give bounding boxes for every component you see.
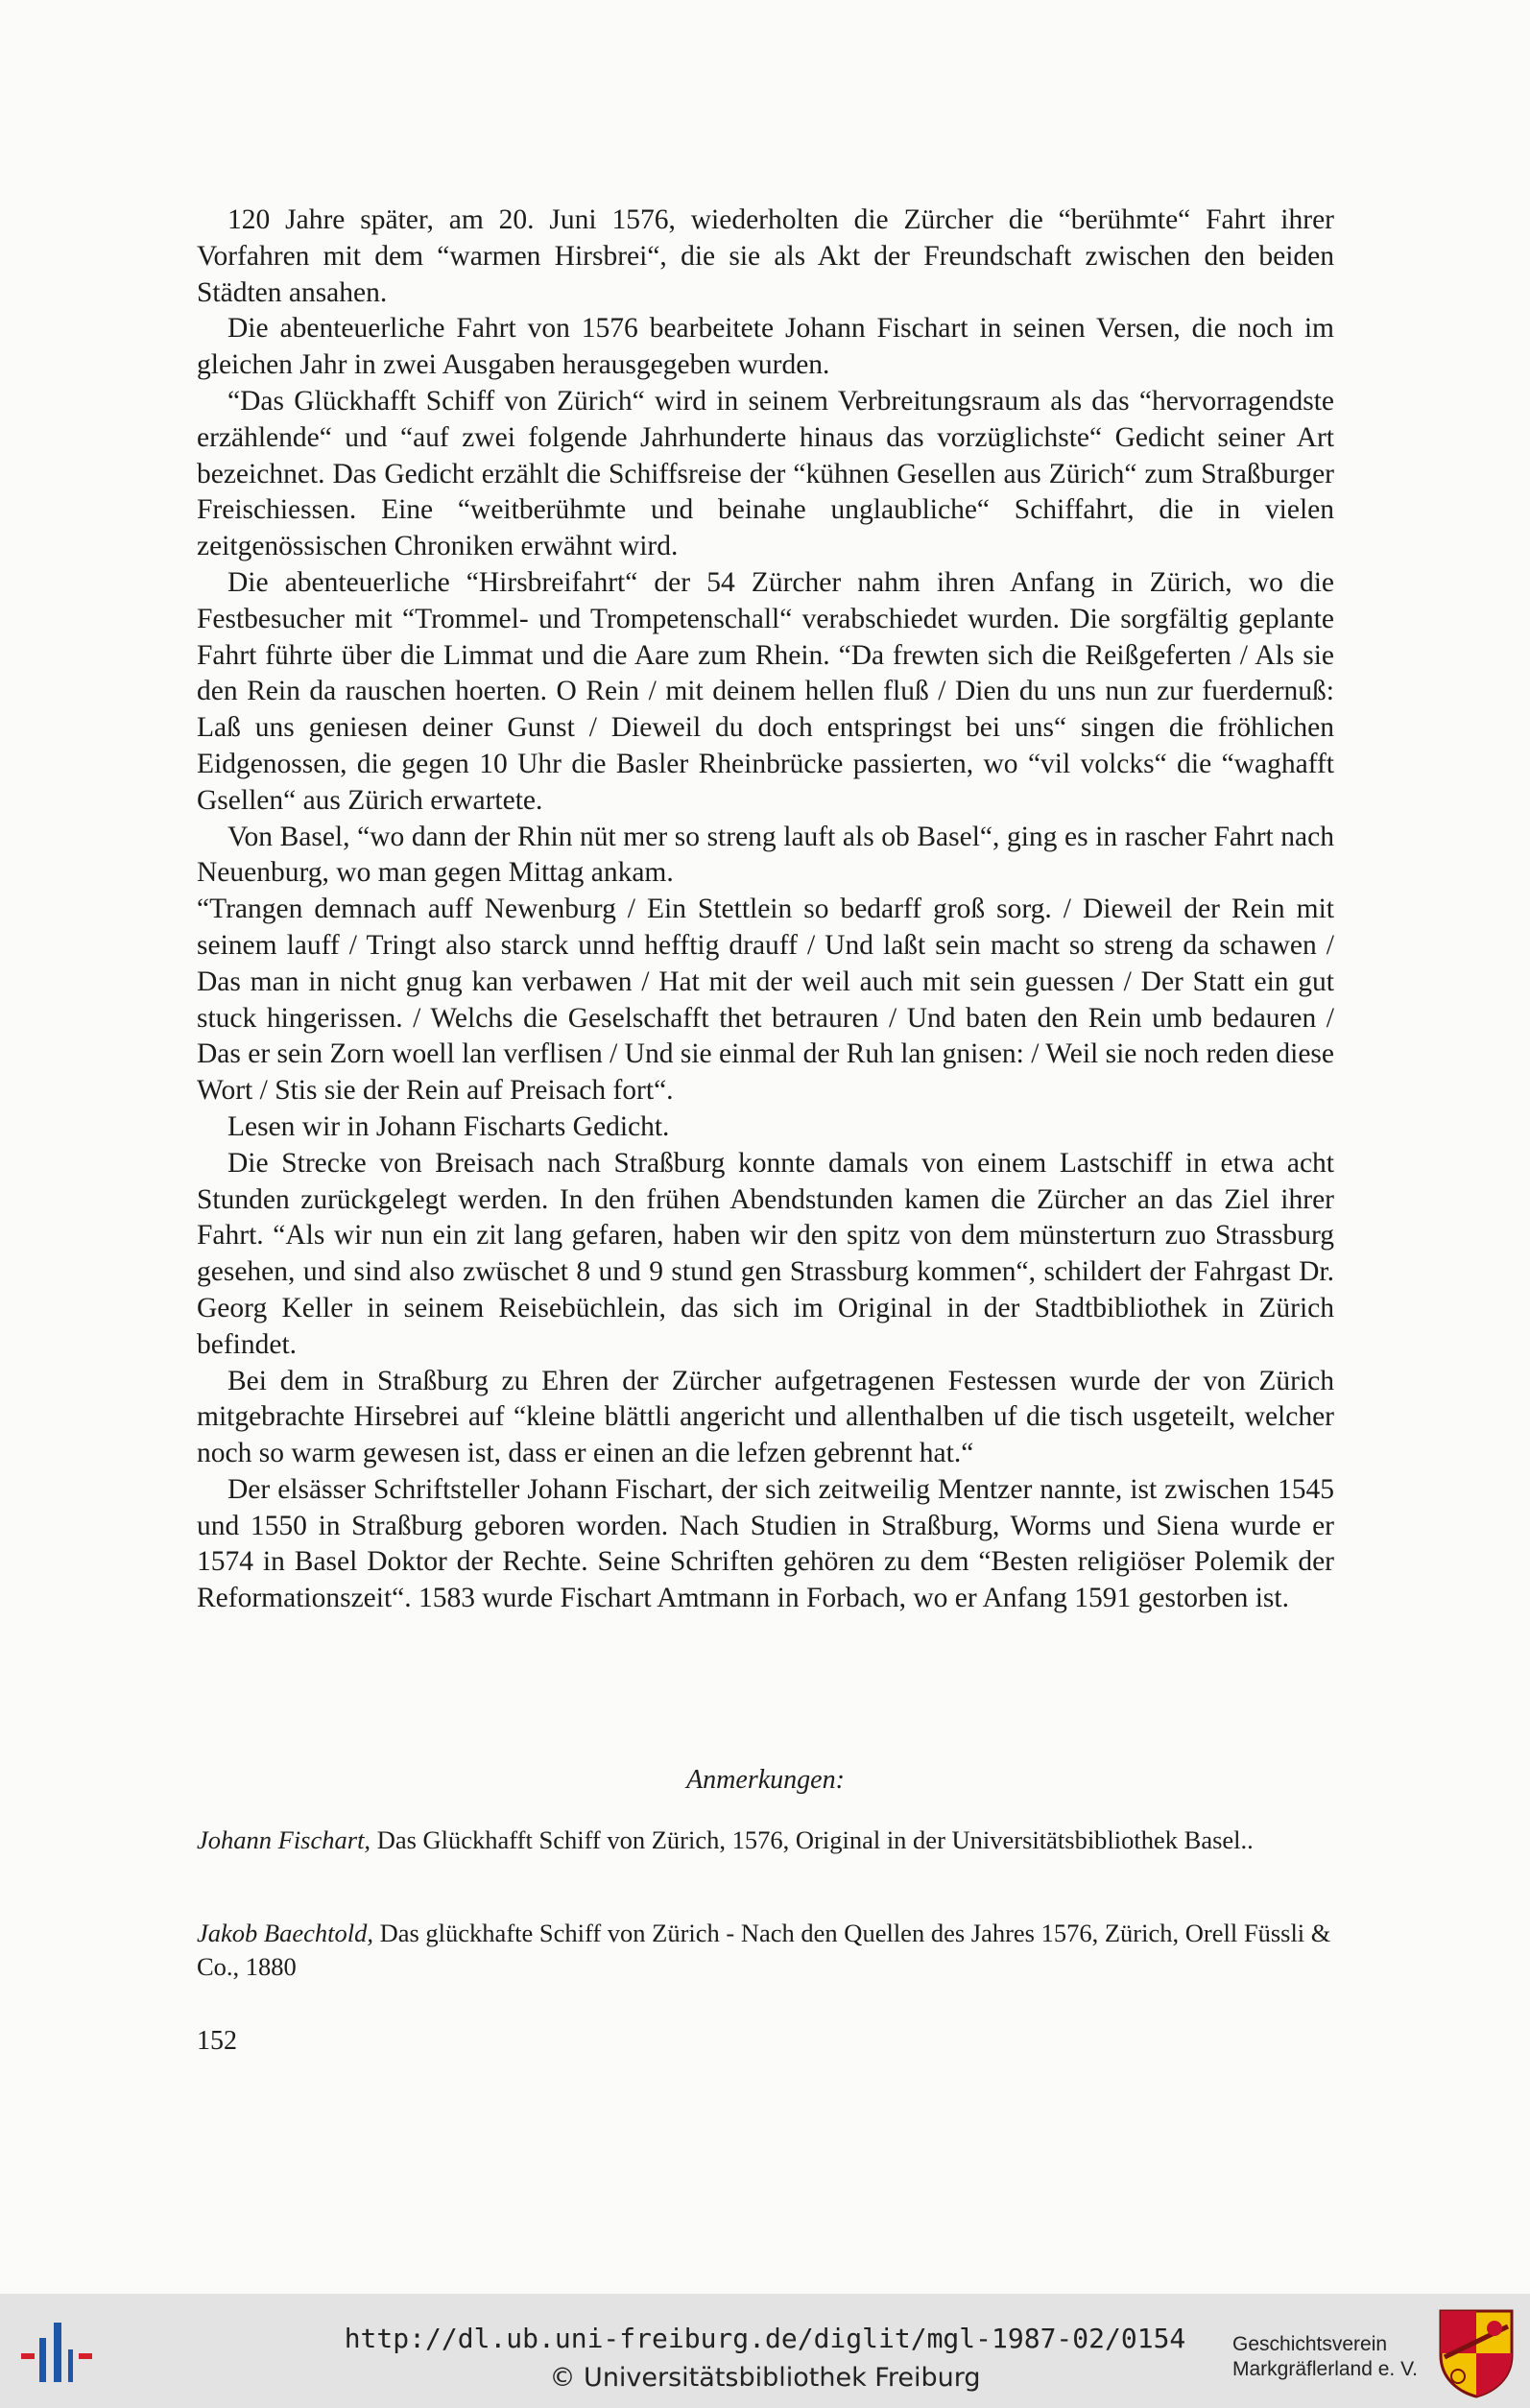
note-author: Jakob Baechtold, [197, 1919, 373, 1947]
copyright-notice: © Universitätsbibliothek Freiburg [549, 2363, 981, 2393]
coat-of-arms-icon [1437, 2307, 1516, 2399]
paragraph: Lesen wir in Johann Fischarts Gedicht. [227, 1110, 670, 1142]
page-number: 152 [197, 2026, 237, 2056]
poem-quote: “Trangen demnach auff Newenburg / Ein Stettlein so bedarff groß sorg. / Dieweil der Rein mit seinem lauff / Tringt also starck unnd hefftig drauff / Und laßt sein macht so streng da schawen / Das man in nicht gnug kan verbawen / Hat mit der weil auch mit sein guessen / Der Statt ein gut stuck hingerissen. / Welchs die Geselschafft thet betrauren / Und baten den Rein umb bedauren / Das er sein Zorn woell lan verflisen / Und sie einmal der Ruh lan gnisen: / Weil sie noch reden diese Wort / Stis sie der Rein auf Preisach fort“. [197, 894, 1334, 1107]
note-author: Johann Fischart, [197, 1825, 371, 1854]
paragraph: “Das Glückhafft Schiff von Zürich“ wird in seinem Verbreitungsraum als das “hervorragendste erzählende“ und “auf zwei folgende Jahrhunderte hinaus das vorzüglichste“ Gedicht seiner Art bezeichnet. Das Gedicht erzählt die Schiffsreise der “kühnen Gesellen aus Zürich“ zum Straßburger Freischiessen. Eine “weitberühmte und beinahe unglaubliche“ Schiffahrt, die in vielen zeitgenössischen Chroniken erwähnt wird. [197, 385, 1334, 562]
paragraph: Die Strecke von Breisach nach Straßburg konnte damals von einem Lastschiff in etwa acht Stunden zurückgelegt werden. In den frühen Abendstunden kamen die Zürcher an das Ziel ihrer Fahrt. “Als wir nun ein zit lang gefaren, haben wir den spitz von dem münsterturn zuo Strassburg gesehen, und sind also zwüschet 8 und 9 stund gen Strassburg kommen“, schildert der Fahrgast Dr. Georg Keller in seinem Reisebüchlein, das sich im Original in der Stadtbibliothek in Zürich befindet. [197, 1147, 1334, 1360]
paragraph: Die abenteuerliche Fahrt von 1576 bearbeitete Johann Fischart in seinen Versen, die noch im gleichen Jahr in zwei Ausgaben herausgegeben wurden. [197, 313, 1334, 381]
society-name [1232, 2332, 1444, 2382]
paragraph: Die abenteuerliche “Hirsbreifahrt“ der 54 Zürcher nahm ihren Anfang in Zürich, wo die Festbesucher mit “Trommel- und Trompetenschall“ verabschiedet wurden. Die sorgfältig geplante Fahrt führte über die Limmat und die Aare zum Rhein. “Da frewten sich die Reißgeferten / Als sie den Rein da rauschen hoerten. O Rein / mit deinem hellen fluß / Dien du uns nun zur fuerdernuß: Laß uns geniesen deiner Gunst / Dieweil du doch entspringst bei uns“ singen die fröhlichen Eidgenossen, die gegen 10 Uhr die Basler Rheinbrücke passierten, wo “vil volcks“ die “waghafft Gsellen“ aus Zürich erwartete. [197, 566, 1334, 816]
note-text: Das glückhafte Schiff von Zürich - Nach den Quellen des Jahres 1576, Zürich, Orell Füssli & Co., 1880 [197, 1919, 1331, 1981]
society-line: Geschichtsverein [1232, 2333, 1388, 2355]
society-line: Markgräflerland e. V. [1232, 2358, 1418, 2380]
paragraph: Der elsässer Schriftsteller Johann Fischart, der sich zeitweilig Mentzer nannte, ist zwischen 1545 und 1550 in Straßburg geboren worden. Nach Studien in Straßburg, Worms und Siena wurde er 1574 in Basel Doktor der Rechte. Seine Schriften gehören zu dem “Besten religiöser Polemik der Reformationszeit“. 1583 wurde Fischart Amtmann in Forbach, wo er Anfang 1591 gestorben ist. [197, 1473, 1334, 1614]
paragraph: 120 Jahre später, am 20. Juni 1576, wiederholten die Zürcher die “berühmte“ Fahrt ihrer Vorfahren mit dem “warmen Hirsbrei“, die sie als Akt der Freundschaft zwischen den beiden Städten ansahen. [197, 204, 1334, 308]
document-url[interactable]: http://dl.ub.uni-freiburg.de/diglit/mgl-1987-02/0154 [344, 2323, 1186, 2354]
paragraph: Bei dem in Straßburg zu Ehren der Zürcher aufgetragenen Festessen wurde der von Zürich mitgebrachte Hirsebrei auf “kleine blättli angericht und allenthalben uf die tisch usgeteilt, welcher noch so warm gewesen ist, dass er einen an die lefzen gebrennt hat.“ [197, 1365, 1334, 1469]
body-text [197, 203, 1334, 1617]
note-item [197, 1917, 1334, 1984]
notes-heading: Anmerkungen: [686, 1765, 845, 1795]
note-item [197, 1824, 1334, 1857]
paragraph: Von Basel, “wo dann der Rhin nüt mer so streng lauft als ob Basel“, ging es in rascher Fahrt nach Neuenburg, wo man gegen Mittag ankam. [197, 821, 1334, 889]
footer-bar [0, 2294, 1530, 2408]
note-text: Das Glückhafft Schiff von Zürich, 1576, Original in der Universitätsbibliothek Basel.. [371, 1825, 1254, 1854]
